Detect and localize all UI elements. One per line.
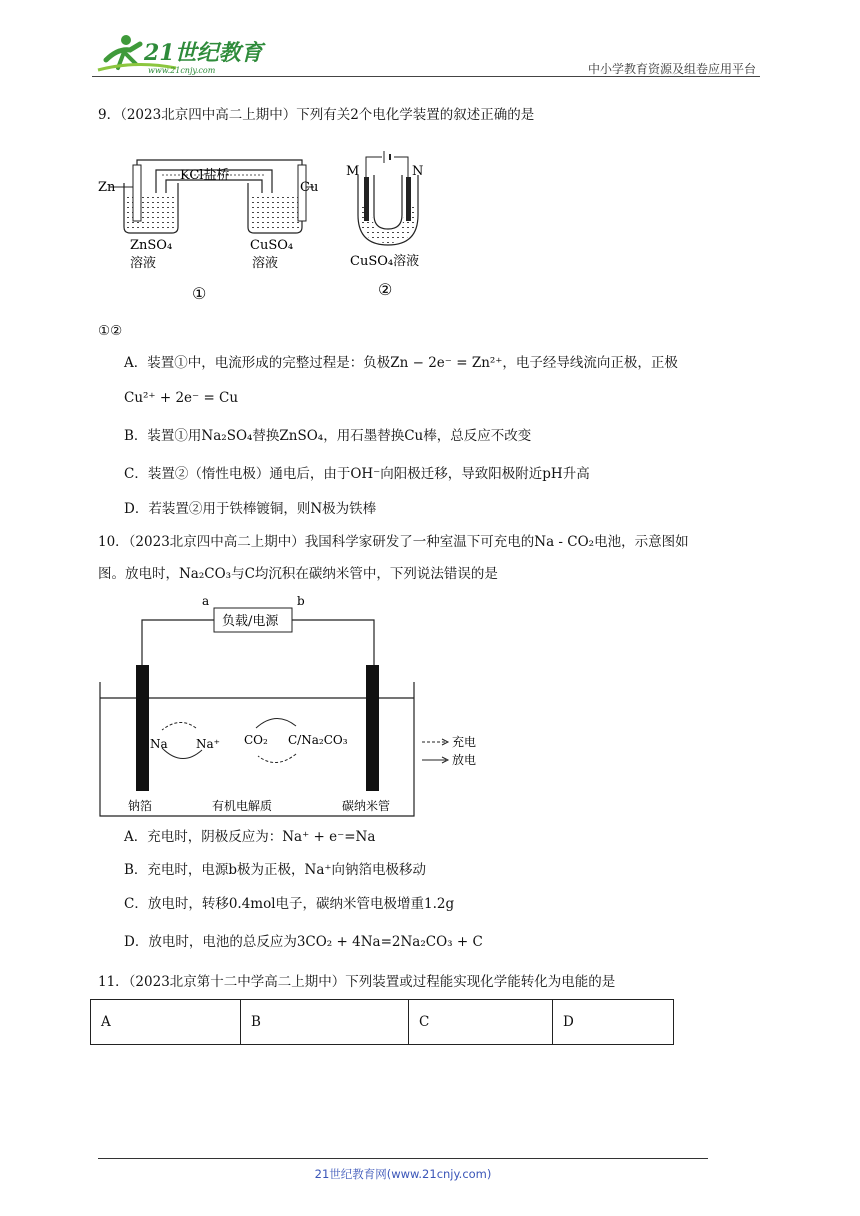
header-divider: [92, 76, 760, 77]
q10-option-a: A．充电时，阴极反应为：Na⁺ + e⁻=Na: [124, 829, 376, 845]
zn-solution-sub: 溶液: [130, 256, 157, 271]
q9-option-b: B．装置①用Na₂SO₄替换ZnSO₄，用石墨替换Cu棒，总反应不改变: [124, 428, 532, 444]
electrolyte-label: 有机电解质: [212, 799, 273, 813]
q9-figure: [96, 135, 436, 305]
cu-solution-label: CuSO₄: [250, 238, 294, 253]
q10-option-b: B．充电时，电源b极为正极，Na⁺向钠箔电极移动: [124, 862, 427, 878]
q11-col-c: C: [409, 1000, 553, 1045]
zn-solution-label: ZnSO₄: [130, 238, 173, 253]
device1-label: ①: [192, 284, 207, 303]
q9-option-a-cont: Cu²⁺ + 2e⁻ = Cu: [124, 390, 239, 406]
q9-option-c: C．装置②（惰性电极）通电后，由于OH⁻向阳极迁移，导致阳极附近pH升高: [124, 466, 590, 482]
na-ion-label: Na⁺: [196, 737, 220, 751]
cuso4-label: CuSO₄溶液: [350, 254, 420, 269]
runner-logo-icon: [96, 30, 266, 76]
q11-col-b: B: [241, 1000, 409, 1045]
logo-url: www.21cnjy.com: [148, 66, 216, 75]
terminal-a: a: [202, 594, 210, 608]
sodium-foil-label: 钠箔: [128, 799, 153, 813]
footer-text: 21世纪教育网(www.21cnjy.com): [314, 1167, 492, 1181]
q9-option-d: D．若装置②用于铁棒镀铜，则N极为铁棒: [124, 501, 377, 517]
cu-solution-sub: 溶液: [252, 256, 279, 271]
q10-figure: [96, 592, 496, 822]
n-label: N: [412, 164, 424, 179]
q10-option-c: C．放电时，转移0.4mol电子，碳纳米管电极增重1.2g: [124, 896, 455, 912]
q11-options-table: [90, 999, 674, 1045]
terminal-b: b: [297, 594, 305, 608]
na-label: Na: [150, 737, 168, 751]
logo-title: 21世纪教育: [144, 40, 263, 66]
q11-stem: 11．（2023北京第十二中学高二上期中）下列装置或过程能实现化学能转化为电能的是: [98, 974, 616, 990]
device2-label: ②: [378, 280, 393, 299]
q9-option-a: A．装置①中，电流形成的完整过程是：负极Zn − 2e⁻ = Zn²⁺，电子经导线流向正极，正极: [124, 355, 678, 371]
carbon-nanotube-label: 碳纳米管: [342, 799, 391, 813]
co2-label: CO₂: [244, 733, 268, 747]
c-na2co3-label: C/Na₂CO₃: [288, 733, 348, 747]
load-box-label: 负载/电源: [222, 614, 279, 629]
q10-stem-line2: 图。放电时，Na₂CO₃与C均沉积在碳纳米管中，下列说法错误的是: [98, 566, 498, 582]
cu-label: Cu: [300, 180, 319, 195]
q11-col-d: D: [553, 1000, 674, 1045]
platform-name: 中小学教育资源及组卷应用平台: [587, 62, 756, 76]
q9-stem: 9．（2023北京四中高二上期中）下列有关2个电化学装置的叙述正确的是: [98, 107, 535, 123]
m-label: M: [346, 164, 360, 179]
q11-col-a: A: [91, 1000, 241, 1045]
q10-stem-line1: 10．（2023北京四中高二上期中）我国科学家研发了一种室温下可充电的Na - CO₂电池，示意图如: [98, 534, 689, 550]
q10-option-d: D．放电时，电池的总反应为3CO₂ + 4Na=2Na₂CO₃ + C: [124, 934, 483, 950]
legend-charge: 充电: [452, 735, 477, 749]
site-logo: [96, 30, 266, 76]
legend-discharge: 放电: [452, 753, 477, 767]
bridge-label: KCl盐桥: [180, 168, 230, 183]
zn-label: Zn: [98, 180, 116, 195]
q9-caption: ①②: [98, 323, 123, 339]
footer-divider: [98, 1158, 708, 1159]
